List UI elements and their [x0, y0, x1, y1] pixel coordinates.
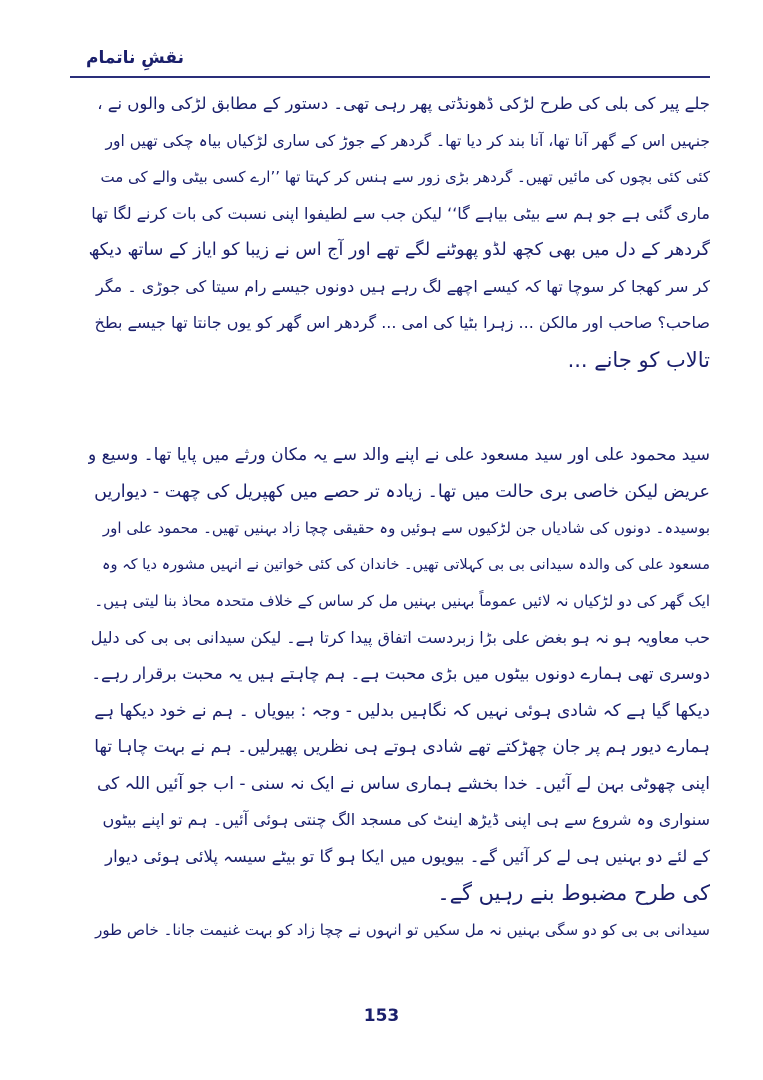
text-line: دوسری تھی ہمارے دونوں بیٹوں میں بڑی محبت ہے۔ ہم چاہتے ہیں یہ محبت برقرار رہے۔ — [91, 664, 710, 683]
running-head-title: نقشِ ناتمام — [86, 48, 184, 68]
text-line: جلے پیر کی بلی کی طرح لڑکی ڈھونڈتی پھر رہی تھی۔ دستور کے مطابق لڑکی والوں نے ، — [97, 94, 710, 113]
text-line: ہمارے دیور ہم پر جان چھڑکتے تھے شادی ہوتے ہی نظریں پھیرلیں۔ ہم نے بہت چاہا تھا — [94, 737, 710, 757]
text-line: کے لئے دو بہنیں ہی لے کر آئیں گے۔ بیویوں میں ایکا ہو گا تو بیٹے سیسہ پلائی ہوئی دیوار — [105, 846, 710, 866]
text-line: بوسیدہ۔ دونوں کی شادیاں جن لڑکیوں سے ہوئیں وہ حقیقی چچا زاد بہنیں تھیں۔ محمود علی اور — [102, 519, 710, 537]
text-line: مسعود علی کی والدہ سیدانی بی بی کہلاتی تھیں۔ خاندان کی کئی خواتین نے انہیں مشورہ دیا کہ وہ — [101, 556, 710, 573]
text-line: گردھر کے دل میں بھی کچھ لڈو پھوٹنے لگے تھے اور آج اس نے زیبا کو ایاز کے ساتھ دیکھ — [88, 240, 710, 260]
text-line: دیکھا گیا ہے کہ شادی ہوئی نہیں کہ نگاہیں بدلیں - وجہ : بیویاں ۔ ہم نے خود دیکھا ہے — [94, 700, 710, 721]
header-rule — [70, 76, 710, 78]
paragraph-1 — [88, 86, 710, 378]
text-line: سید محمود علی اور سید مسعود علی نے اپنے والد سے یہ مکان ورثے میں پایا تھا۔ وسیع و — [88, 445, 710, 465]
text-line: سنواری وہ شروع سے ہی اپنی ڈیڑھ اینٹ کی مسجد الگ چنتی ہوئی آئیں۔ ہم تو اپنے بیٹوں — [102, 810, 710, 829]
text-line: جنہیں اس کے گھر آنا تھا، آنا بند کر دیا تھا۔ گردھر کے جوڑ کی ساری لڑکیاں بیاہ چکی تھیں اور — [105, 131, 710, 150]
text-line: سیدانی بی بی کو دو سگی بہنیں نہ مل سکیں تو انہوں نے چچا زاد کو بہت غنیمت جانا۔ خاص طور — [95, 920, 710, 939]
text-line: کر سر کھجا کر سوچا تھا کہ کیسے اچھے لگ رہے ہیں دونوں جیسے رام سیتا کی جوڑی ۔ مگر — [96, 276, 710, 296]
text-line: ماری گئی ہے جو ہم سے بیٹی بیاہے گا‘‘ لیکن جب سے لطیفوا اپنی نسبت کی بات کرنے لگا تھا — [91, 203, 710, 223]
page-number: 153 — [363, 1006, 400, 1026]
text-line: تالاب کو جانے ... — [567, 347, 710, 372]
text-line: اپنی چھوٹی بہن لے آئیں۔ خدا بخشے ہماری ساس نے ایک نہ سنی - اب جو آئیں اللہ کی — [97, 773, 710, 794]
text-line: ایک گھر کی دو لڑکیاں نہ لائیں عموماً بہنیں بہنیں مل کر ساس کے خلاف متحدہ محاذ بنا لیتی ہیں۔ — [94, 592, 710, 610]
paragraph-2 — [88, 437, 710, 948]
text-line: عریض لیکن خاصی بری حالت میں تھا۔ زیادہ تر حصے میں کھپریل کی چھت - دیواریں — [94, 481, 710, 502]
text-line: کئی کئی بچوں کی مائیں تھیں۔ گردھر بڑی زور سے ہنس کر کہتا تھا ’’ارے کسی بیٹی والے کی مت — [100, 168, 710, 186]
text-line: حب معاویہ ہو نہ ہو بغض علی بڑا زبردست اتفاق پیدا کرتا ہے۔ لیکن سیدانی بی بی کی دلیل — [90, 627, 710, 647]
text-line: کی طرح مضبوط بنے رہیں گے۔ — [437, 881, 710, 905]
text-line: صاحب؟ صاحب اور مالکن ... زہرا بٹیا کی امی ... گردھر اس گھر کو یوں جانتا تھا جیسے بطخ — [94, 313, 710, 332]
